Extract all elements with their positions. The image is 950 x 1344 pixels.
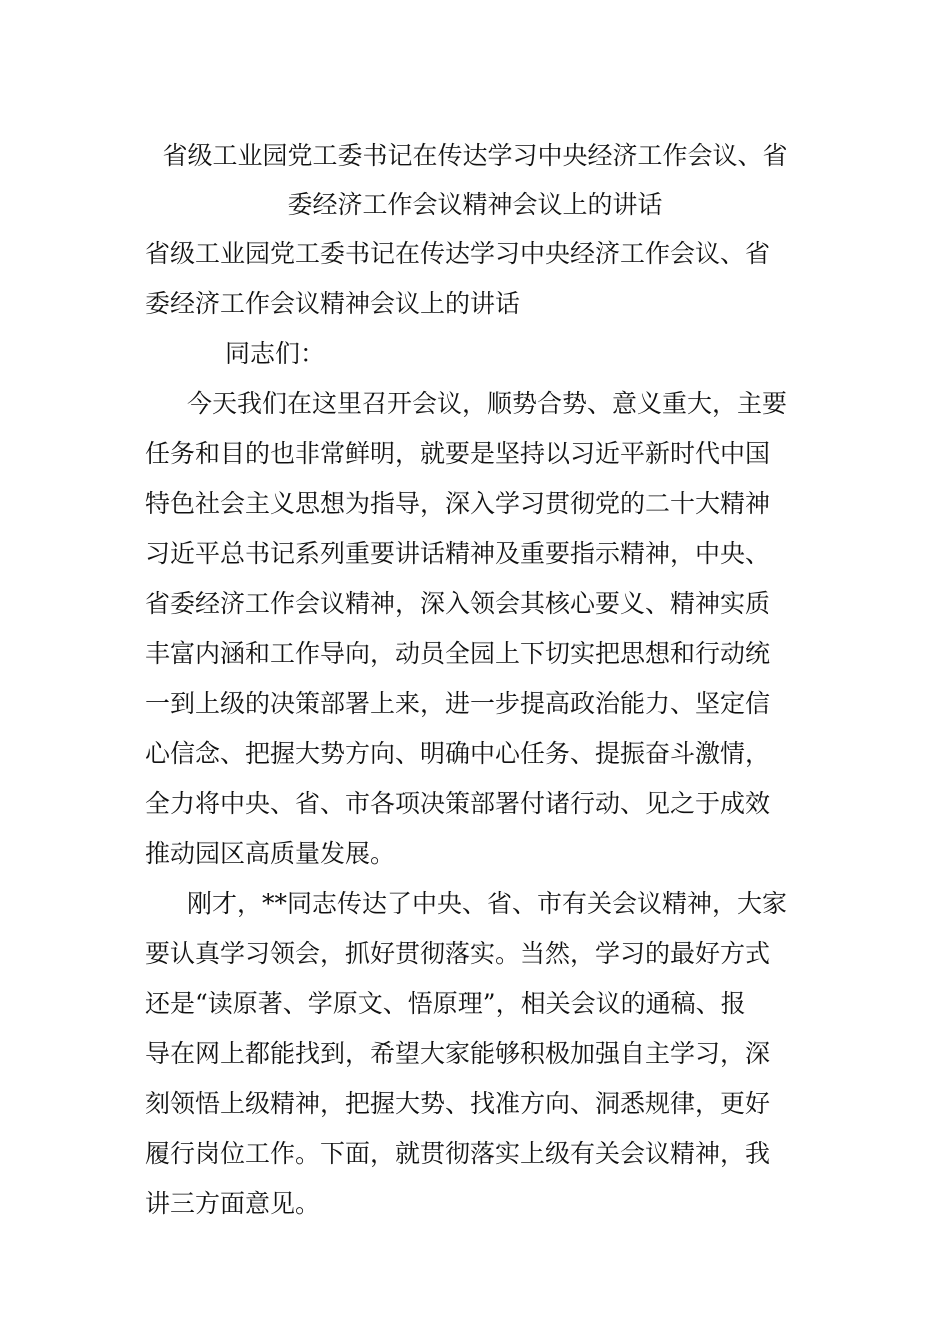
- paragraph-line: 一到上级的决策部署上来，进一步提高政治能力、坚定信: [145, 689, 771, 718]
- title-line: 省级工业园党工委书记在传达学习中央经济工作会议、省: [162, 141, 788, 170]
- paragraph-line: 履行岗位工作。下面，就贯彻落实上级有关会议精神，我: [145, 1139, 771, 1168]
- title-line: 委经济工作会议精神会议上的讲话: [287, 190, 663, 219]
- paragraph-line: 刻领悟上级精神，把握大势、找准方向、洞悉规律，更好: [145, 1089, 771, 1118]
- paragraph-line: 要认真学习领会，抓好贯彻落实。当然，学习的最好方式: [145, 939, 771, 968]
- paragraph-1: [145, 379, 810, 879]
- paragraph-line: 讲三方面意见。: [145, 1189, 321, 1218]
- subtitle-line: 省级工业园党工委书记在传达学习中央经济工作会议、省: [145, 239, 771, 268]
- paragraph-line: 刚才，**同志传达了中央、省、市有关会议精神，大家: [187, 889, 788, 918]
- document-body: [145, 229, 810, 1229]
- subtitle-line: 委经济工作会议精神会议上的讲话: [145, 289, 521, 318]
- paragraph-line: 丰富内涵和工作导向，动员全园上下切实把思想和行动统: [145, 639, 771, 668]
- paragraph-line: 推动园区高质量发展。: [145, 839, 396, 868]
- paragraph-line: 全力将中央、省、市各项决策部署付诸行动、见之于成效: [145, 789, 771, 818]
- paragraph-line: 任务和目的也非常鲜明，就要是坚持以习近平新时代中国: [145, 439, 771, 468]
- paragraph-line: 心信念、把握大势方向、明确中心任务、提振奋斗激情，: [145, 739, 771, 768]
- salutation: 同志们：: [225, 339, 326, 368]
- paragraph-line: 还是“读原著、学原文、悟原理”，相关会议的通稿、报: [145, 989, 746, 1018]
- paragraph-line: 习近平总书记系列重要讲话精神及重要指示精神，中央、: [145, 539, 771, 568]
- paragraph-line: 导在网上都能找到，希望大家能够积极加强自主学习，深: [145, 1039, 771, 1068]
- paragraph-line: 今天我们在这里召开会议，顺势合势、意义重大，主要: [187, 389, 788, 418]
- paragraph-line: 特色社会主义思想为指导，深入学习贯彻党的二十大精神: [145, 489, 771, 518]
- document-title: [140, 131, 810, 229]
- paragraph-2: [145, 879, 810, 1229]
- paragraph-line: 省委经济工作会议精神，深入领会其核心要义、精神实质: [145, 589, 771, 618]
